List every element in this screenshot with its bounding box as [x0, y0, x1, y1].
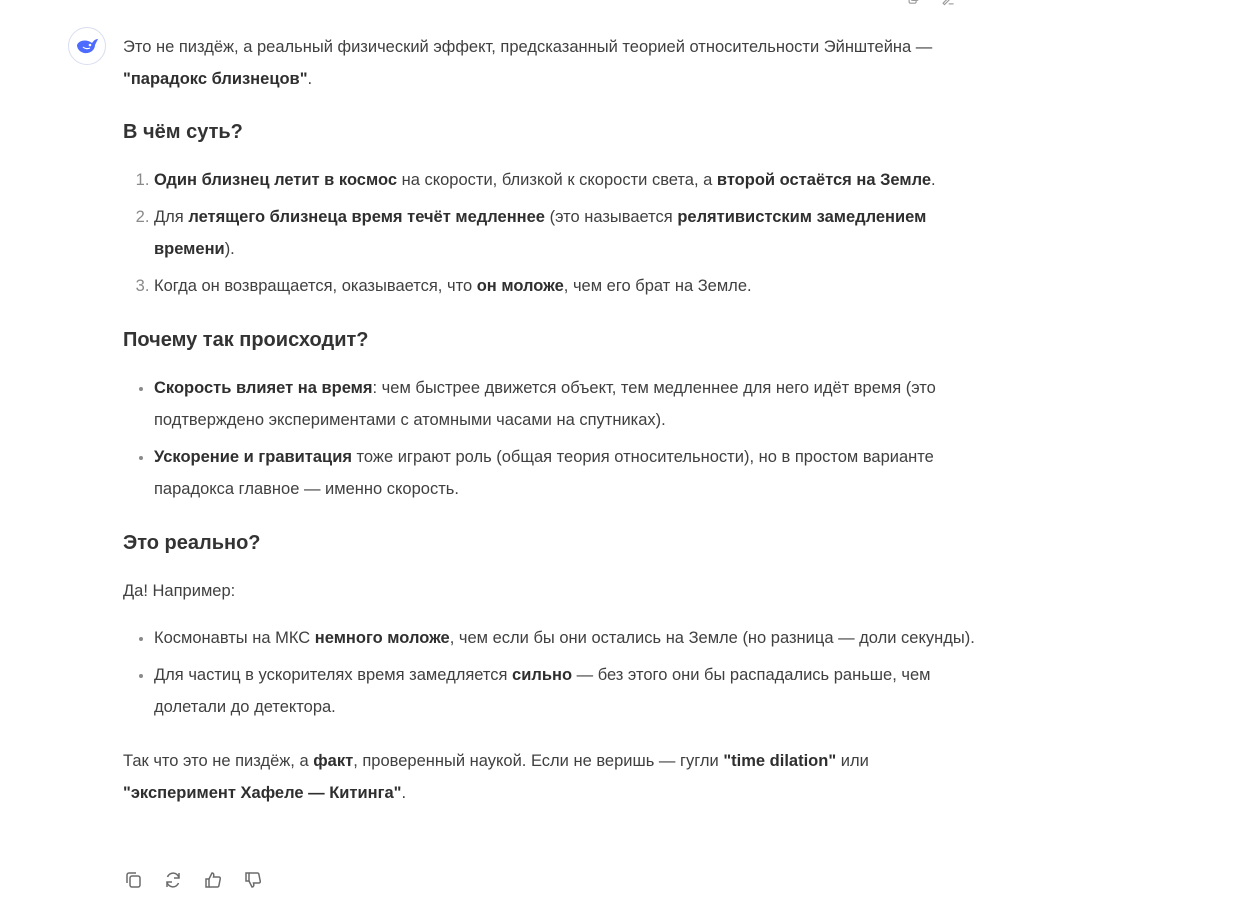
heading-why: Почему так происходит?: [123, 329, 369, 351]
intro-paragraph: Это не пиздёж, а реальный физический эффект, предсказанный теорией относительности Эйнштейна — "парадокс близнецов".: [123, 38, 933, 88]
assistant-avatar: [68, 27, 106, 65]
thumbs-down-icon[interactable]: [243, 870, 263, 890]
thumbs-up-icon[interactable]: [203, 870, 223, 890]
heading-real: Это реально?: [123, 532, 261, 554]
copy-icon[interactable]: [904, 0, 924, 6]
examples-list: [123, 622, 983, 723]
list-item: • Скорость влияет на время: чем быстрее движется объект, тем медленнее для него идёт время (это подтверждено экспериментами с атомными часами на спутниках).: [154, 372, 983, 436]
yes-paragraph: Да! Например:: [123, 582, 236, 600]
why-list: [123, 372, 983, 505]
edit-icon[interactable]: [938, 0, 958, 6]
top-action-bar: [904, 0, 958, 6]
copy-icon[interactable]: [123, 870, 143, 890]
list-item: 1. Один близнец летит в космос на скорости, близкой к скорости света, а второй остаётся на Земле.: [154, 164, 983, 196]
message-actions: [123, 870, 263, 890]
assistant-message: [123, 31, 983, 809]
list-item: 3. Когда он возвращается, оказывается, что он моложе, чем его брат на Земле.: [154, 270, 983, 302]
list-item: • Для частиц в ускорителях время замедляется сильно — без этого они бы распадались раньше, чем долетали до детектора.: [154, 659, 983, 723]
list-item: • Космонавты на МКС немного моложе, чем если бы они остались на Земле (но разница — доли секунды).: [154, 622, 983, 654]
regenerate-icon[interactable]: [163, 870, 183, 890]
outro-paragraph: Так что это не пиздёж, а факт, проверенный наукой. Если не веришь — гугли "time dilation" или "эксперимент Хафеле — Китинга".: [123, 752, 869, 802]
essence-list: [123, 164, 983, 302]
list-item: • Ускорение и гравитация тоже играют роль (общая теория относительности), но в простом варианте парадокса главное — именно скорость.: [154, 441, 983, 505]
whale-logo-icon: [75, 36, 99, 56]
heading-essence: В чём суть?: [123, 121, 243, 143]
list-item: 2. Для летящего близнеца время течёт медленнее (это называется релятивистским замедлением времени).: [154, 201, 983, 265]
